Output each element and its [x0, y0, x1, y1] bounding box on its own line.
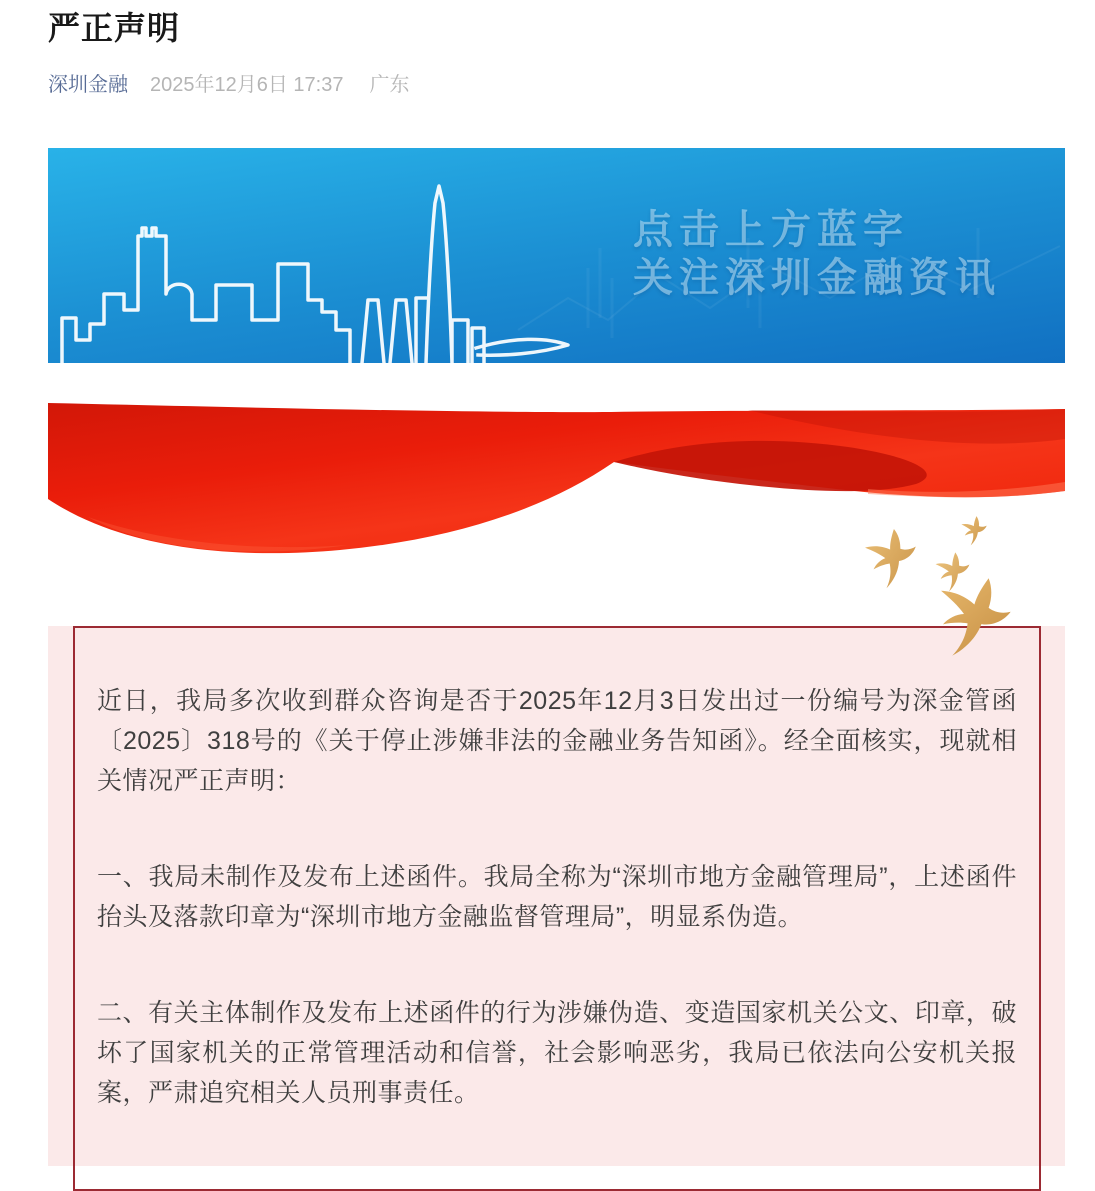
banner-caption-line1: 点击上方蓝字 — [633, 208, 909, 252]
banner-image[interactable] — [48, 148, 1065, 363]
page-title: 严正声明 — [48, 10, 181, 46]
publish-datetime: 2025年12月6日 17:37 — [150, 74, 344, 96]
publish-location: 广东 — [369, 74, 410, 96]
banner-caption — [633, 206, 1001, 302]
dove-icon — [956, 514, 994, 546]
account-link[interactable]: 深圳金融 — [48, 74, 128, 96]
dove-icon — [852, 522, 934, 592]
statement-box — [73, 626, 1041, 1191]
statement-paragraph-3: 二、有关主体制作及发布上述函件的行为涉嫌伪造、变造国家机关公文、印章，破坏了国家机关的正常管理活动和信誉，社会影响恶劣，我局已依法向公安机关报案，严肃追究相关人员刑事责任。 — [97, 999, 1017, 1107]
statement-paragraph-1: 近日，我局多次收到群众咨询是否于2025年12月3日发出过一份编号为深金管函〔2025〕318号的《关于停止涉嫌非法的金融业务告知函》。经全面核实，现就相关情况严正声明： — [97, 687, 1017, 795]
dove-icon — [925, 564, 1025, 668]
byline — [48, 73, 1065, 97]
ribbon-image[interactable] — [48, 399, 1065, 601]
statement-section — [48, 626, 1065, 1166]
statement-paragraph-2: 一、我局未制作及发布上述函件。我局全称为“深圳市地方金融管理局”，上述函件抬头及落款印章为“深圳市地方金融监督管理局”，明显系伪造。 — [97, 863, 1017, 931]
banner-caption-line2: 关注深圳金融资讯 — [633, 256, 1001, 300]
